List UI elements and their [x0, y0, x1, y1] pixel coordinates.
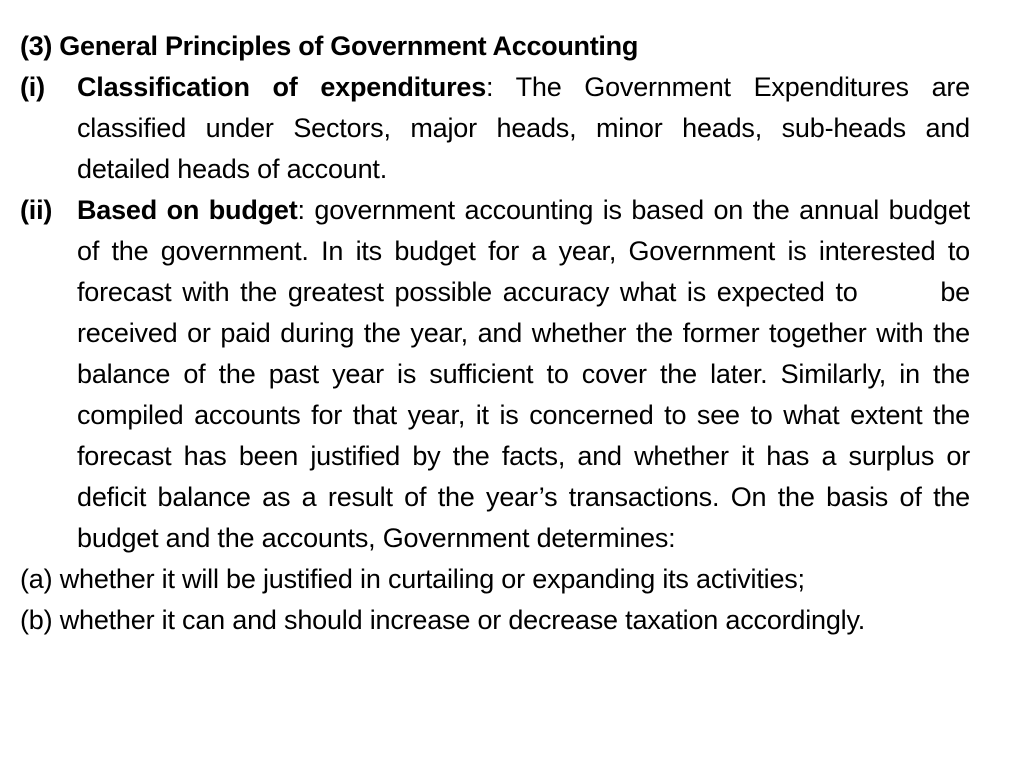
item-marker: (i): [20, 72, 45, 102]
item-body: [77, 67, 970, 190]
principle-item-classification: [20, 67, 970, 190]
slide-content: [20, 26, 970, 641]
principle-item-budget: [20, 190, 970, 559]
item-separator: :: [297, 195, 305, 225]
item-term: Classification of expenditures: [77, 72, 487, 102]
determination-a: (a) whether it will be justified in curtailing or expanding its activities;: [20, 564, 805, 594]
item-separator: :: [486, 72, 494, 102]
item-marker: (ii): [20, 195, 53, 225]
item-body: [77, 190, 970, 559]
item-text-part-1: government accounting is based on the annual budget of the government. In its budget for a year, Government is interested to forecast with the greatest possible accuracy what is expected to: [77, 195, 970, 307]
determination-b: (b) whether it can and should increase or decrease taxation accordingly.: [20, 605, 866, 635]
item-term: Based on budget: [77, 195, 298, 225]
section-heading: (3) General Principles of Government Accounting: [20, 31, 639, 61]
item-text: The Government Expenditures are classified under Sectors, major heads, minor heads, sub-heads and detailed heads of account.: [77, 72, 970, 184]
item-text-part-2: be received or paid during the year, and whether the former together with the balance of the past year is sufficient to cover the later. Similarly, in the compiled accounts for that year, it is concerned to see to what extent the forecast has been justified by the facts, and whether it has a surplus or deficit balance as a result of the year’s transactions. On the basis of the budget and the accounts, Government determines:: [77, 277, 970, 553]
